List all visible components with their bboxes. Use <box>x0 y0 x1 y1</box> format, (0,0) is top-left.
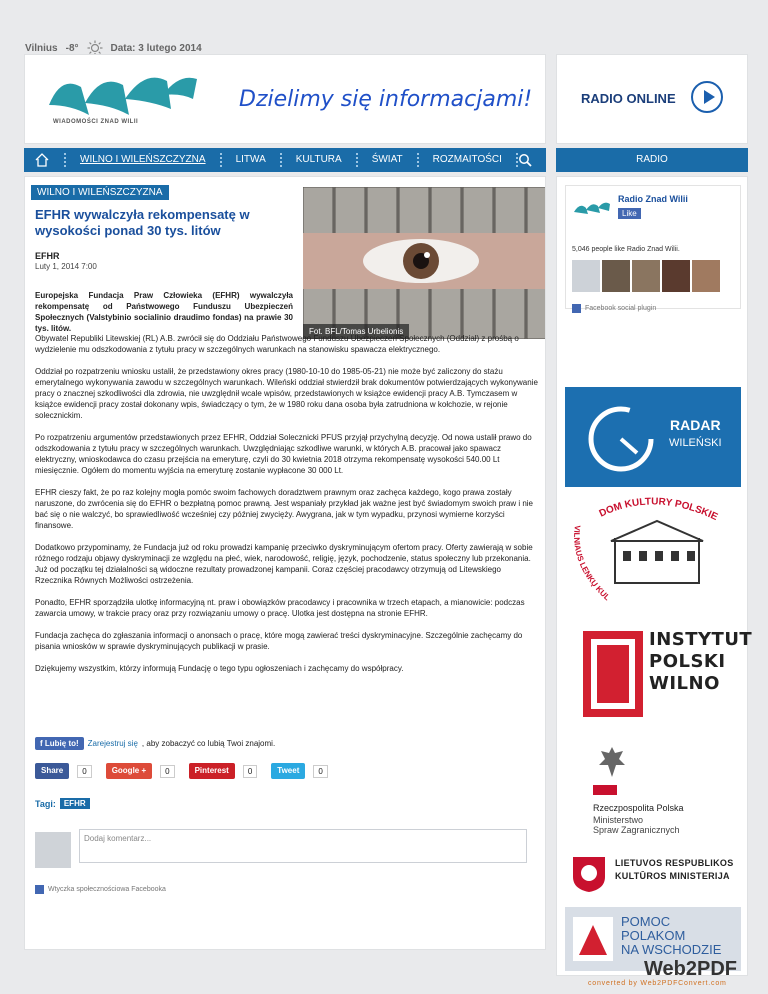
fb-like-button[interactable]: f Lubię to! <box>35 737 84 750</box>
nav-item-rozmaitosci[interactable] <box>419 148 516 172</box>
dom-kultury-lt-text: VILNIAUS LENKŲ KUL <box>572 524 612 602</box>
tweet-button[interactable]: Tweet <box>271 763 305 779</box>
flag-stripe <box>593 785 617 795</box>
fb-like-button[interactable]: Like <box>618 208 641 219</box>
logo-caption: WIADOMOŚCI ZNAD WILII <box>53 119 139 125</box>
city: Vilnius <box>25 42 58 54</box>
current-date: Data: 3 lutego 2014 <box>110 42 202 54</box>
fb-page-name[interactable]: Radio Znad Wilii <box>618 194 688 204</box>
msz-line: Ministerstwo <box>593 815 644 825</box>
instytut-polski-logo[interactable] <box>565 617 753 729</box>
site-slogan: Dzielimy się informacjami! <box>239 87 533 112</box>
article-paragraph: Po rozpatrzeniu argumentów przedstawionych przez EFHR, Oddział Solecznicki PFUS przyjął przychylną decyzję. Od nowa ustalił prawo do odszkodowania z tytułu pracy w szczególnych warunkach. Uwzględniając szkodliwe warunki, w których A.B. pracował jako spawacz elektryczny, wnioskodawca do czasu przejścia na emeryturę, czyli do 30 kwietnia 2018 otrzyma rekompensatę wysokości 540.00 Lt miesięcznie. Ogółem do momentu wyjścia na emeryturę zostanie wypłacone 30 000 Lt. <box>35 433 532 475</box>
google-plus-button[interactable]: Google + <box>106 763 152 779</box>
instytut-polski-icon <box>583 631 643 717</box>
home-icon[interactable] <box>34 152 50 168</box>
web2pdf-title: Web2PDF <box>644 958 737 980</box>
web2pdf-badge[interactable] <box>588 958 748 994</box>
article-photo <box>303 187 545 339</box>
play-icon[interactable] <box>691 81 723 113</box>
tags-row <box>35 798 90 809</box>
pomoc-text <box>621 915 721 957</box>
like-text: , aby zobaczyć co lubią Twoi znajomi. <box>141 739 276 748</box>
comment-input[interactable]: Dodaj komentarz... <box>79 829 527 863</box>
facebook-icon <box>35 885 44 894</box>
article-author: EFHR <box>35 251 60 261</box>
lrkm-text <box>615 857 734 883</box>
nav-item-label: LITWA <box>235 154 266 165</box>
article-paragraph: Oddział po rozpatrzeniu wniosku ustalił, że przedstawiony okres pracy (1980-10-10 do 1985-05-21) nie może być zaliczony do stażu emerytalnego wykonywania zawodu w szczególnych warunkach. Wileński oddział stwierdził brak dokumentów potwierdzających wykonywanie pracy o znacznej szkodliwości dla zdrowia, nie uwzględnił wcale wpisów, przedstawionych w książce ewidencji pracy A.B. Tymczasem w książce ewidencji pracy został dokonany wpis, świadczący o tym, że w 1980 roku dana osoba była zatrudniona w kołchozie, w rejonie solecznickim. <box>35 367 538 420</box>
pomoc-line: NA WSCHODZIE <box>621 942 722 957</box>
radar-subtitle: WILEŃSKI <box>669 437 722 449</box>
lrkm-line: KULTŪROS MINISTERIJA <box>615 871 730 881</box>
nav-item-wilno[interactable] <box>66 148 220 172</box>
facebook-share-button[interactable]: Share <box>35 763 69 779</box>
facebook-like-row <box>35 737 275 750</box>
comment-box <box>35 829 540 867</box>
nav-item-label: ROZMAITOŚCI <box>432 154 502 165</box>
pomoc-line: POLAKOM <box>621 928 686 943</box>
article-title: EFHR wywalczyła rekompensatę w wysokości ponad 30 tys. litów <box>35 207 250 238</box>
main-navigation <box>24 148 546 172</box>
share-buttons <box>35 763 334 779</box>
search-icon[interactable] <box>518 153 532 167</box>
polish-eagle-icon <box>597 745 627 779</box>
fb-plugin-note <box>572 304 656 313</box>
msz-logo[interactable] <box>565 737 741 837</box>
dom-kultury-text: DOM KULTURY POLSKIE <box>597 496 720 524</box>
share-count: 0 <box>243 765 257 778</box>
article-paragraph: EFHR cieszy fakt, że po raz kolejny mogła pomóc swoim fachowych doradztwem prawnym oraz zachęca każdego, kogo prawa zostały naruszone, do zwrócenia się do EFHR o bezpłatną pomoc prawną. Jest wspaniały przykład jak ważne jest być świadomym swoich praw i nie bać się o nie walczyć, bo sprawiedliwość wcześniej czy później zwycięży. Awygrana, jak w tym wypadku, przynosi wymierne korzyści finansowe. <box>35 488 534 530</box>
msz-line: Spraw Zagranicznych <box>593 825 680 835</box>
fb-plugin-note <box>35 885 166 894</box>
site-header <box>24 54 546 144</box>
msz-subtitle <box>593 815 680 835</box>
msz-title: Rzeczpospolita Polska <box>593 803 684 813</box>
eye-coins-image <box>303 187 545 339</box>
article-paragraph: Obywatel Republiki Litewskiej (RL) A.B. zwrócił się do Oddziału Państwowego Funduszu Ubezpieczeń Społecznych (Oddział) z prośbą o wydzielenie mu odszkodowania z tytułu pracy w szczególnych warunkach na stanowisku spawacza elektrycznego. <box>35 334 519 354</box>
avatar[interactable] <box>632 260 660 292</box>
share-count: 0 <box>160 765 174 778</box>
nav-item-label: WILNO I WILEŃSZCZYZNA <box>80 154 206 165</box>
site-logo[interactable] <box>41 65 201 137</box>
instytut-line: INSTYTUT <box>649 629 753 650</box>
sidebar <box>556 176 753 976</box>
nav-item-label: ŚWIAT <box>371 154 403 165</box>
lithuanian-coat-of-arms-icon <box>571 855 607 893</box>
lrkm-line: LIETUVOS RESPUBLIKOS <box>615 858 734 868</box>
radio-online-label: RADIO ONLINE <box>581 91 676 106</box>
article-body <box>35 333 540 685</box>
tag-efhr[interactable]: EFHR <box>60 798 90 809</box>
photo-caption: Fot. BFL/Tomas Urbelionis <box>303 324 409 339</box>
article-container <box>24 176 546 950</box>
nav-item-kultura[interactable] <box>282 148 356 172</box>
instytut-line: WILNO <box>649 673 720 694</box>
avatar[interactable] <box>692 260 720 292</box>
radio-nav-tab[interactable]: RADIO <box>556 148 748 172</box>
web2pdf-subtitle: converted by Web2PDFConvert.com <box>588 980 727 987</box>
pinterest-button[interactable]: Pinterest <box>189 763 235 779</box>
article-paragraph: Dziękujemy wszystkim, którzy informują Fundację o tego typu ogłoszeniach i zachęcamy do współpracy. <box>35 664 404 673</box>
article-paragraph: Ponadto, EFHR sporządziła ulotkę informacyjną nt. praw i obowiązków pracodawcy i pracownika w trzech etapach, a mianowicie: podczas zawarcia umowy, w trakcie pracy oraz przy rozwiązaniu umowy o pracę. Ulotka jest dostępna na stronie EFHR. <box>35 598 525 618</box>
facebook-icon <box>572 304 581 313</box>
nav-item-swiat[interactable] <box>358 148 417 172</box>
article-date: Luty 1, 2014 7:00 <box>35 262 97 271</box>
radar-wilenski-banner[interactable] <box>565 387 741 487</box>
avatar[interactable] <box>572 260 600 292</box>
avatar[interactable] <box>602 260 630 292</box>
article-lead: Europejska Fundacja Praw Człowieka (EFHR) wywalczyła rekompensatę od Państwowego Funduszu Ubezpieczeń Społecznych (Valstybinio socialinio draudimo fondas) na prawie 30 tys. litów. <box>35 291 293 333</box>
nav-item-litwa[interactable] <box>222 148 280 172</box>
pomoc-icon <box>573 917 613 961</box>
register-link[interactable]: Zarejestruj się <box>87 739 138 748</box>
pomoc-line: POMOC <box>621 914 671 929</box>
lrkm-logo[interactable] <box>565 853 741 893</box>
category-label[interactable]: WILNO I WILEŃSZCZYZNA <box>31 185 169 200</box>
instytut-polski-text <box>649 629 752 695</box>
fb-people-count: 5,046 people like Radio Znad Wilii. <box>572 246 680 253</box>
instytut-line: POLSKI <box>649 651 726 672</box>
dom-kultury-logo[interactable] <box>565 495 741 615</box>
fb-faces <box>572 260 720 292</box>
tags-label: Tagi: <box>35 798 56 809</box>
fb-plugin-text: Facebook social plugin <box>585 305 657 312</box>
temperature: -8° <box>65 42 79 54</box>
facebook-page-widget <box>565 185 741 312</box>
fb-plugin-text: Wtyczka społecznościowa Facebooka <box>48 886 166 893</box>
article-paragraph: Dodatkowo przypominamy, że Fundacja już od roku prowadzi kampanię przeciwko dyskryminującym ofertom pracy. Oferty zawierają w sobie różnego rodzaju objawy dyskryminacji ze względu na płeć, wiek, narodowość, religię, język, pochodzenie, status społeczny lub przekonania. Już od początku tej działalności są widoczne rezultaty prowadzonej kampanii. Coraz częściej pracodawcy otrzymują od Litewskiego Rzecznika Równych Możliwości ostrzeżenia. <box>35 543 533 585</box>
avatar <box>35 832 71 868</box>
gauge-icon <box>583 401 659 473</box>
radio-logo-icon <box>572 200 612 218</box>
radar-title: RADAR <box>670 417 721 433</box>
article-paragraph: Fundacja zachęca do zgłaszania informacji o anonsach o pracę, które mogą zawierać treści dyskryminacyjne. Szczególnie zachęcamy do pisania wniosków w sprawie dyskryminujących publikacji w prasie. <box>35 631 523 651</box>
share-count: 0 <box>313 765 327 778</box>
radio-online-box[interactable] <box>556 54 748 144</box>
dom-kultury-image <box>565 495 741 615</box>
share-count: 0 <box>77 765 91 778</box>
avatar[interactable] <box>662 260 690 292</box>
nav-item-label: KULTURA <box>295 154 342 165</box>
